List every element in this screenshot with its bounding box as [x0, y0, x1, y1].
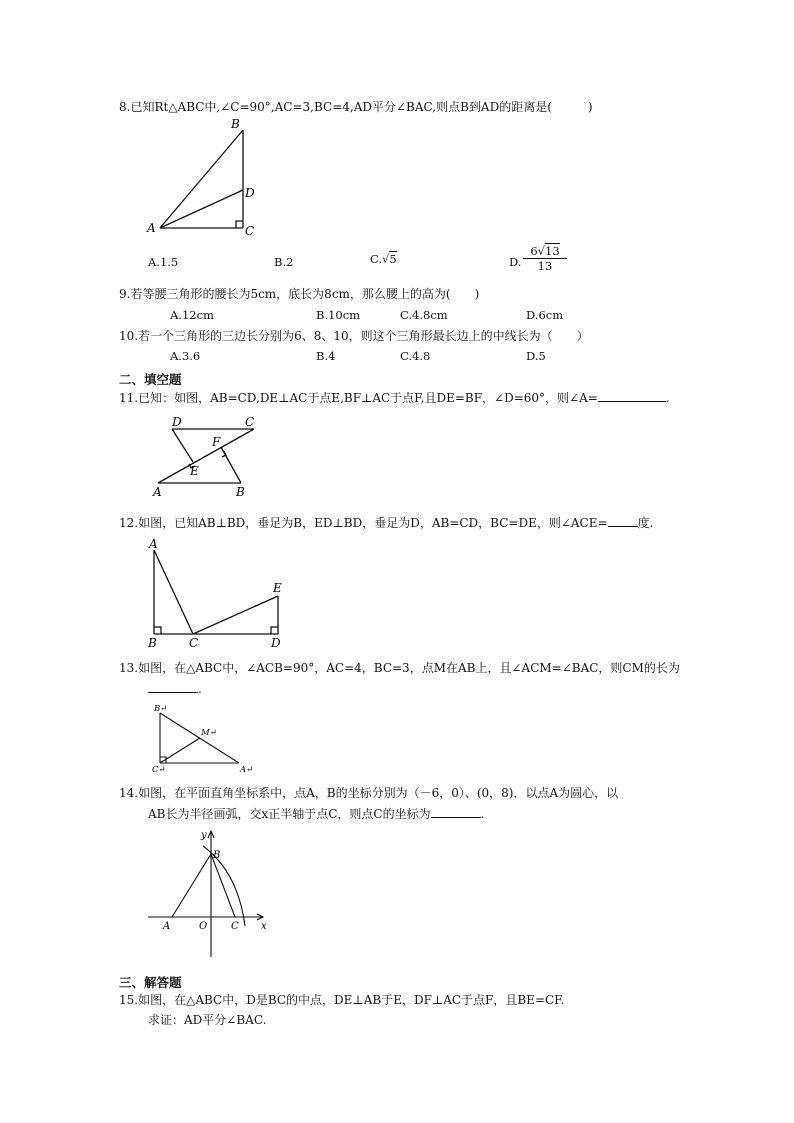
q10-stem: 10.若一个三角形的三边长分别为6、8、10，则这个三角形最长边上的中线长为（ ） [119, 329, 589, 343]
q11-label-c: C [245, 415, 255, 429]
q14-line-ab [172, 854, 211, 917]
q8-label-d: D [245, 186, 255, 200]
q12-label-a: A [149, 537, 158, 551]
q14-label-b: B [213, 850, 221, 861]
q15-line2: 求证：AD平分∠BAC. [148, 1013, 267, 1027]
q8-option-d-numerator: 6√13 [523, 244, 567, 259]
q11-label-d: D [172, 415, 182, 429]
q13-stem: 13.如图，在△ABC中，∠ACB=90°，AC=4，BC=3，点M在AB上，且∠ACM=∠BAC，则CM的长为 [119, 661, 680, 675]
q14-label-c: C [231, 921, 239, 932]
q11-stem: 11.已知：如图，AB=CD,DE⊥AC于点E,BF⊥AC于点F,且DE=BF，∠D=60°，则∠A= . [119, 391, 670, 405]
q11-label-e: E [190, 464, 199, 478]
q12-label-c: C [189, 636, 199, 650]
q14-label-o: O [199, 921, 208, 932]
q9-option-b: B.10cm [316, 308, 361, 322]
q13-answer-line: . [148, 681, 202, 696]
q8-option-d-prefix: D. [509, 255, 522, 269]
q11-angle-symbol: ∠ [494, 391, 505, 405]
section-heading-solutions: 三、解答题 [119, 975, 182, 990]
q15-line1: 15.如图，在△ABC中，D是BC的中点，DE⊥AB于E，DF⊥AC于点F，且BE=CF. [119, 993, 565, 1007]
q9-option-c: C.4.8cm [400, 308, 448, 322]
q11-angle-label: D [504, 391, 514, 405]
q14-arc [203, 846, 245, 926]
q14-label-a: A [163, 921, 171, 932]
q10-option-c: C.4.8 [400, 349, 431, 363]
q9-option-a: A.12cm [170, 308, 214, 322]
q10-option-d: D.5 [526, 349, 546, 363]
q8-option-c-prefix: C. [370, 252, 383, 266]
q14-line2: AB长为半径画弧，交x正半轴于点C，则点C的坐标为 . [148, 807, 485, 821]
section-heading-fill-in: 二、填空题 [119, 372, 182, 387]
q12-label-b: B [148, 636, 157, 650]
q13-label-b: B↵ [154, 704, 168, 714]
q14-line-bc [211, 854, 235, 917]
q14-label-y: y [201, 830, 207, 841]
q8-label-a: A [147, 221, 156, 235]
q8-label-b: B [231, 117, 240, 131]
q8-option-d-denominator: 13 [537, 259, 553, 273]
q10-option-b: B.4 [316, 349, 336, 363]
q12-label-e: E [273, 581, 282, 595]
q13-label-c: C↵ [152, 765, 166, 775]
q12-label-d: D [271, 636, 281, 650]
q8-stem: 8.已知Rt△ABC中,∠C=90°,AC=3,BC=4,AD平分∠BAC,则点B到AD的距离是( ) [119, 100, 593, 114]
q8-option-a: A.1.5 [148, 255, 179, 269]
q9-option-d: D.6cm [526, 308, 564, 322]
q8-label-c: C [245, 224, 255, 238]
q9-stem: 9.若等腰三角形的腰长为5cm，底长为8cm，那么腰上的高为( ) [119, 287, 480, 301]
q8-option-c-sqrt: √5 [382, 252, 397, 266]
q13-label-a: A↵ [240, 765, 254, 775]
q11-label-b: B [236, 485, 245, 499]
q12-stem: 12.如图，已知AB⊥BD，垂足为B，ED⊥BD，垂足为D，AB=CD，BC=DE，则∠ACE= 度. [119, 516, 654, 530]
q11-label-f: F [212, 435, 221, 449]
q11-label-a: A [153, 485, 162, 499]
q8-option-b: B.2 [274, 255, 294, 269]
q14-line1: 14.如图，在平面直角坐标系中，点A，B的坐标分别为（－6，0）、(0，8)．以点A为圆心，以 [119, 786, 619, 800]
q10-option-a: A.3.6 [170, 349, 201, 363]
q14-label-x: x [261, 921, 267, 932]
q13-label-m: M↵ [201, 728, 217, 738]
